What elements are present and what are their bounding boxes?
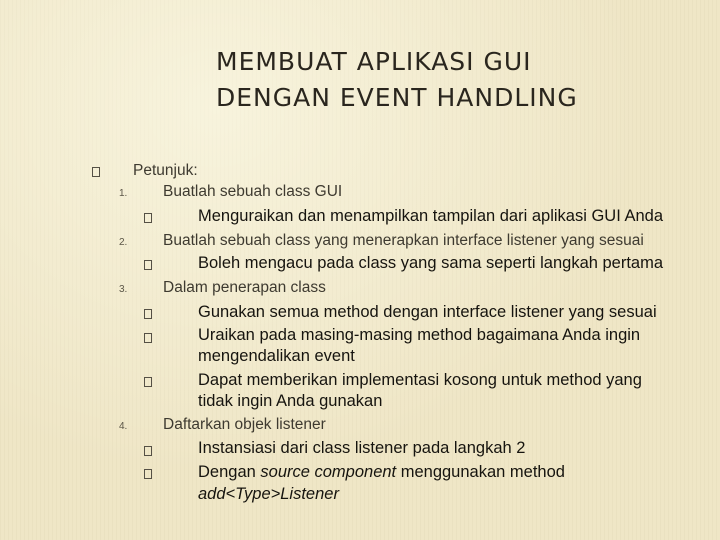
sub-item-text-part: Dengan: [198, 463, 261, 481]
square-bullet-icon: [144, 213, 152, 223]
sub-item-text-continued: mengendalikan event: [198, 347, 355, 365]
square-bullet-icon: [144, 309, 152, 319]
square-bullet-icon: [92, 167, 100, 177]
step-number: 2.: [119, 237, 128, 248]
sub-item-text: [198, 463, 565, 482]
step-number: 4.: [119, 421, 128, 432]
square-bullet-icon: [144, 469, 152, 479]
sub-item-text-part: menggunakan method: [396, 463, 565, 481]
intro-label: Petunjuk:: [133, 162, 198, 179]
sub-item-text: Gunakan semua method dengan interface listener yang sesuai: [198, 303, 657, 321]
slide-title-line-1: MEMBUAT APLIKASI GUI: [216, 47, 532, 76]
step-text: Daftarkan objek listener: [163, 416, 326, 433]
sub-item-text: Dapat memberikan implementasi kosong untuk method yang: [198, 371, 642, 389]
step-text: Dalam penerapan class: [163, 279, 326, 296]
square-bullet-icon: [144, 333, 152, 343]
square-bullet-icon: [144, 260, 152, 270]
slide-title-line-2: DENGAN EVENT HANDLING: [216, 83, 578, 112]
source-component-emphasis: source component: [260, 463, 397, 481]
step-text: Buatlah sebuah class GUI: [163, 183, 343, 200]
sub-item-text: Uraikan pada masing-masing method bagaimana Anda ingin: [198, 326, 641, 344]
sub-item-text: Menguraikan dan menampilkan tampilan dari aplikasi GUI Anda: [198, 207, 664, 225]
sub-item-text: Boleh mengacu pada class yang sama seperti langkah pertama: [198, 254, 664, 272]
sub-item-text: Instansiasi dari class listener pada langkah 2: [198, 439, 526, 457]
sub-item-text-continued: tidak ingin Anda gunakan: [198, 392, 383, 410]
method-name: add<Type>Listener: [198, 485, 339, 503]
step-text: Buatlah sebuah class yang menerapkan interface listener yang sesuai: [163, 232, 644, 249]
square-bullet-icon: [144, 377, 152, 387]
step-number: 3.: [119, 284, 128, 295]
slide-title: [216, 44, 706, 116]
step-number: 1.: [119, 188, 128, 199]
square-bullet-icon: [144, 446, 152, 456]
